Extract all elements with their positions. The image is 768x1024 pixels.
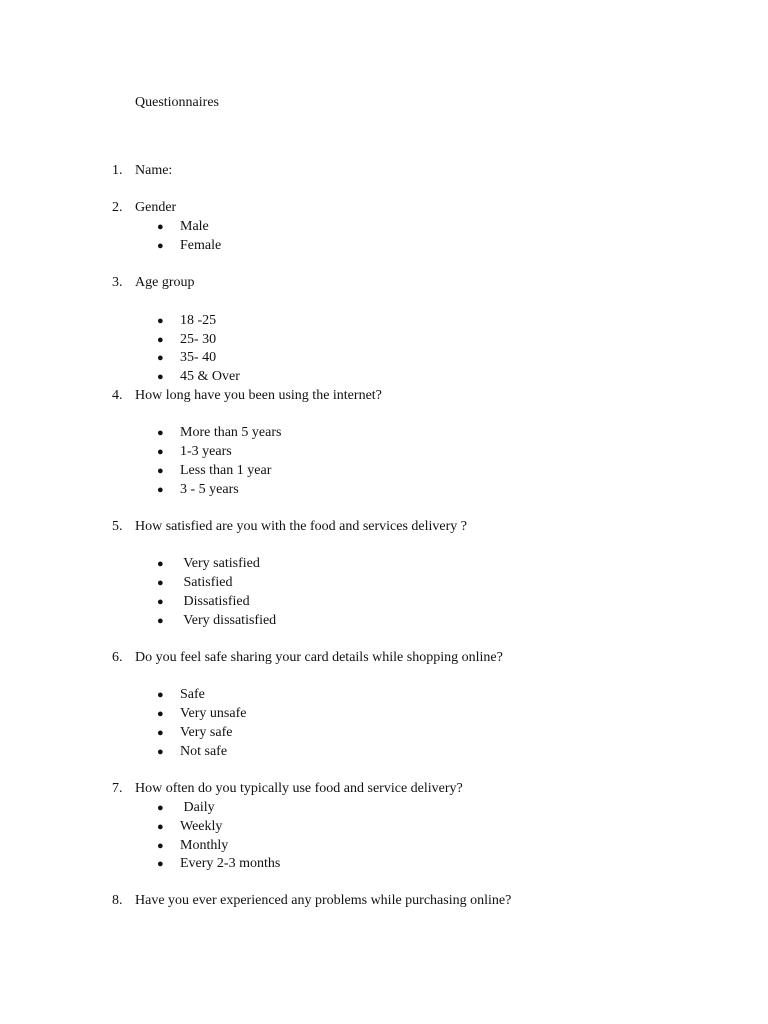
question-number: 1. (112, 163, 123, 178)
question-text: How often do you typically use food and service delivery? (135, 781, 463, 796)
option-label: Very unsafe (180, 706, 247, 721)
option-label: Satisfied (180, 575, 233, 590)
bullet-icon: ● (157, 240, 164, 252)
option-label: Weekly (180, 819, 223, 834)
bullet-icon: ● (157, 465, 164, 477)
bullet-icon: ● (157, 858, 164, 870)
bullet-icon: ● (157, 689, 164, 701)
option-label: 35- 40 (180, 350, 217, 365)
bullet-icon: ● (157, 484, 164, 496)
bullet-icon: ● (157, 596, 164, 608)
option-label: Very safe (180, 725, 233, 740)
option-label: Dissatisfied (180, 594, 250, 609)
option-label: Daily (180, 800, 215, 815)
option-label: Very satisfied (180, 556, 260, 571)
question-number: 4. (112, 388, 123, 403)
question-text: Do you feel safe sharing your card details while shopping online? (135, 650, 503, 665)
question-number: 6. (112, 650, 123, 665)
option-label: More than 5 years (180, 425, 282, 440)
option-label: Female (180, 238, 222, 253)
option-label: Very dissatisfied (180, 613, 277, 628)
question-text: Gender (135, 200, 177, 215)
bullet-icon: ● (157, 334, 164, 346)
document-title: Questionnaires (135, 95, 219, 110)
bullet-icon: ● (157, 221, 164, 233)
bullet-icon: ● (157, 577, 164, 589)
option-label: Less than 1 year (180, 463, 272, 478)
option-label: Every 2-3 months (180, 856, 281, 871)
bullet-icon: ● (157, 802, 164, 814)
question-number: 7. (112, 781, 123, 796)
option-label: Monthly (180, 838, 229, 853)
question-number: 8. (112, 893, 123, 908)
option-label: Male (180, 219, 209, 234)
bullet-icon: ● (157, 746, 164, 758)
bullet-icon: ● (157, 427, 164, 439)
option-label: 25- 30 (180, 332, 217, 347)
question-text: Age group (135, 275, 195, 290)
option-label: Safe (180, 687, 205, 702)
question-number: 5. (112, 519, 123, 534)
bullet-icon: ● (157, 446, 164, 458)
bullet-icon: ● (157, 371, 164, 383)
question-number: 3. (112, 275, 123, 290)
bullet-icon: ● (157, 352, 164, 364)
option-label: 3 - 5 years (180, 482, 239, 497)
option-label: Not safe (180, 744, 228, 759)
bullet-icon: ● (157, 708, 164, 720)
question-text: How satisfied are you with the food and services delivery ? (135, 519, 468, 534)
question-text: Have you ever experienced any problems while purchasing online? (135, 893, 512, 908)
bullet-icon: ● (157, 840, 164, 852)
question-number: 2. (112, 200, 123, 215)
bullet-icon: ● (157, 727, 164, 739)
bullet-icon: ● (157, 558, 164, 570)
option-label: 1-3 years (180, 444, 232, 459)
bullet-icon: ● (157, 821, 164, 833)
question-text: Name: (135, 163, 173, 178)
question-text: How long have you been using the internet? (135, 388, 382, 403)
bullet-icon: ● (157, 615, 164, 627)
bullet-icon: ● (157, 315, 164, 327)
option-label: 18 -25 (180, 313, 217, 328)
option-label: 45 & Over (180, 369, 240, 384)
